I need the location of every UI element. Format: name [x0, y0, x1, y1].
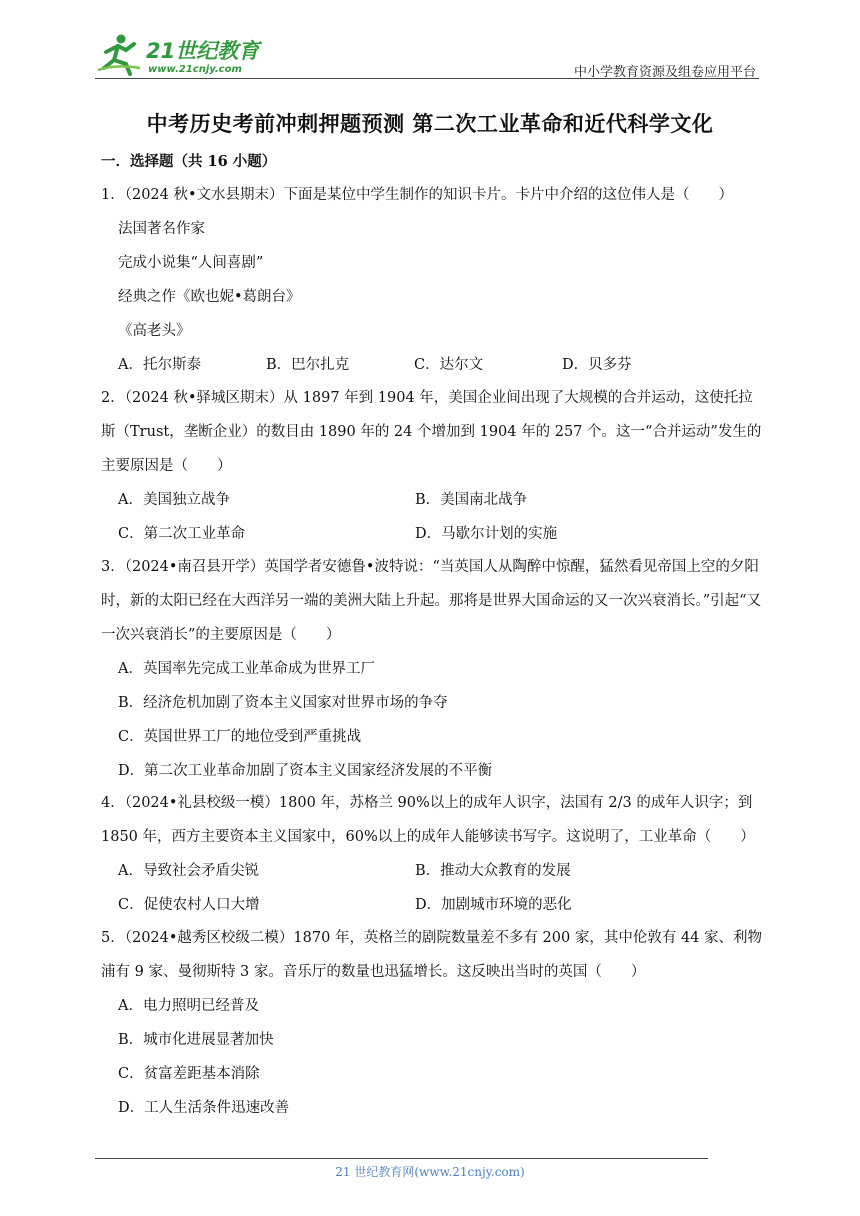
question-1 [101, 178, 764, 382]
site-logo [96, 30, 266, 78]
logo-url: www.21cnjy.com [148, 64, 242, 75]
options [101, 483, 764, 551]
footer-text: 21 世纪教育网(www.21cnjy.com) [335, 1165, 525, 1179]
footer-divider [95, 1158, 708, 1159]
logo-text: 21世纪教育 [146, 39, 260, 63]
question-3 [101, 550, 764, 788]
question-stem: 1．（2024 秋•文水县期末）下面是某位中学生制作的知识卡片。卡片中介绍的这位伟人是（ ） [101, 187, 734, 203]
option-c: C．第二次工业革命 [118, 526, 246, 542]
section-heading: 一．选择题（共 16 小题） [101, 153, 277, 170]
question-4 [101, 786, 764, 922]
header-divider [95, 78, 759, 79]
option-d: D．第二次工业革命加剧了资本主义国家经济发展的不平衡 [118, 763, 493, 779]
option-d: D．马歇尔计划的实施 [415, 526, 558, 542]
option-b: B．美国南北战争 [415, 492, 528, 508]
option-b: B．城市化进展显著加快 [118, 1032, 274, 1048]
card-line: 经典之作《欧也妮•葛朗台》 [118, 289, 301, 305]
option-a: A．电力照明已经普及 [118, 998, 259, 1014]
options [101, 652, 764, 788]
option-d: D．贝多芬 [562, 357, 632, 373]
option-a: A．英国率先完成工业革命成为世界工厂 [118, 661, 375, 677]
option-c: C．贫富差距基本消除 [118, 1066, 260, 1082]
page-title: 中考历史考前冲刺押题预测 第二次工业革命和近代科学文化 [146, 111, 714, 136]
question-2 [101, 381, 764, 551]
card-line: 完成小说集“人间喜剧” [118, 255, 264, 271]
question-stem: 4．（2024•礼县校级一模）1800 年，苏格兰 90%以上的成年人识字，法国有 2/3 的成年人识字；到 1850 年，西方主要资本主义国家中，60%以上的成年人能够读书写字。这说明了，工业革命（ ） [101, 795, 755, 845]
option-d: D．加剧城市环境的恶化 [415, 897, 572, 913]
option-b: B．经济危机加剧了资本主义国家对世界市场的争夺 [118, 695, 448, 711]
option-c: C．促使农村人口大增 [118, 897, 260, 913]
option-b: B．推动大众教育的发展 [415, 863, 571, 879]
option-a: A．美国独立战争 [118, 492, 230, 508]
option-d: D．工人生活条件迅速改善 [118, 1100, 290, 1116]
platform-name: 中小学教育资源及组卷应用平台 [574, 65, 757, 80]
option-a: A．导致社会矛盾尖锐 [118, 863, 259, 879]
option-c: C．达尔文 [414, 357, 484, 373]
option-b: B．巴尔扎克 [266, 357, 350, 373]
card-line: 《高老头》 [118, 323, 191, 339]
runner-icon [98, 35, 140, 75]
question-5 [101, 921, 764, 1125]
card-line: 法国著名作家 [118, 221, 205, 237]
option-a: A．托尔斯泰 [118, 357, 201, 373]
option-c: C．英国世界工厂的地位受到严重挑战 [118, 729, 362, 745]
question-stem: 5．（2024•越秀区校级二模）1870 年，英格兰的剧院数量差不多有 200 家，其中伦敦有 44 家、利物浦有 9 家、曼彻斯特 3 家。音乐厅的数量也迅猛增长。这反映出当时的英国（ ） [101, 930, 762, 980]
question-stem: 2．（2024 秋•驿城区期末）从 1897 年到 1904 年，美国企业间出现了大规模的合并运动，这使托拉斯（Trust，垄断企业）的数目由 1890 年的 24 个增加到 1904 年的 257 个。这一“合并运动”发生的主要原因是（ ） [101, 390, 762, 474]
options [101, 989, 764, 1125]
options [101, 348, 764, 382]
options [101, 854, 764, 922]
question-stem: 3．（2024•南召县开学）英国学者安德鲁•波特说：“当英国人从陶醉中惊醒，猛然看见帝国上空的夕阳时，新的太阳已经在大西洋另一端的美洲大陆上升起。那将是世界大国命运的又一次兴衰消长。”引起“又一次兴衰消长”的主要原因是（ ） [101, 559, 762, 643]
